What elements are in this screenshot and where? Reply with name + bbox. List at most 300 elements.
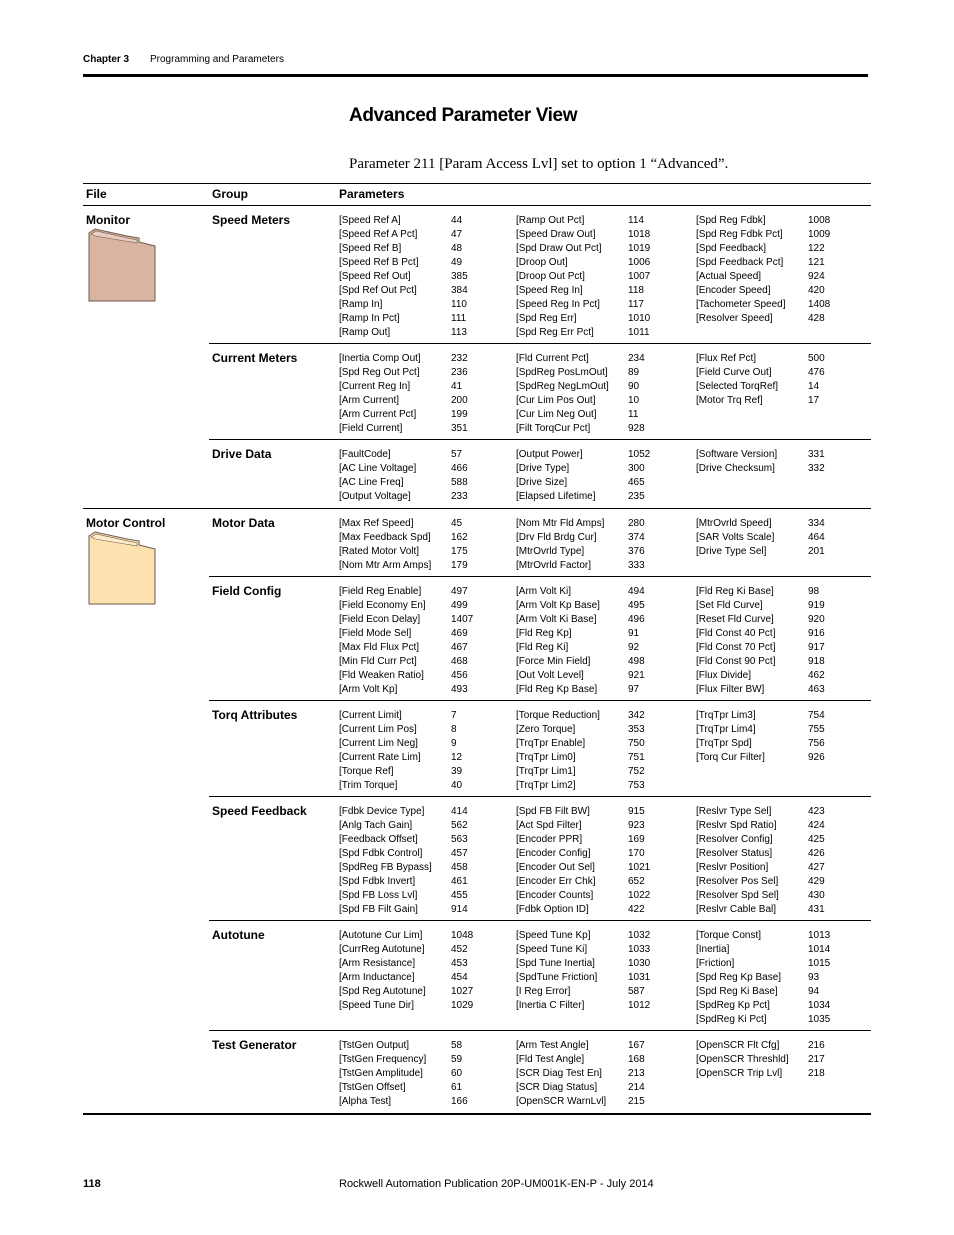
parameter-name: [Fld Reg Kp] — [516, 628, 572, 639]
parameter-name: [Inertia Comp Out] — [339, 353, 421, 364]
parameter-name: [Reset Fld Curve] — [696, 614, 774, 625]
group-separator — [209, 439, 871, 440]
group-name: Speed Meters — [212, 213, 291, 227]
parameter-number: 232 — [451, 353, 468, 364]
parameter-name: [Droop Out] — [516, 257, 568, 268]
parameter-number: 1009 — [808, 229, 831, 240]
parameter-name: [Trim Torque] — [339, 780, 398, 791]
parameter-name: [Speed Ref A] — [339, 215, 401, 226]
parameter-name: [Droop Out Pct] — [516, 271, 585, 282]
parameter-name: [Torq Cur Filter] — [696, 752, 765, 763]
parameter-name: [Spd Feedback Pct] — [696, 257, 784, 268]
parameter-name: [Arm Volt Kp Base] — [516, 600, 600, 611]
parameter-name: [TstGen Amplitude] — [339, 1068, 423, 1079]
parameter-name: [CurrReg Autotune] — [339, 944, 425, 955]
parameter-name: [TstGen Output] — [339, 1040, 410, 1051]
parameter-name: [Spd Reg Kp Base] — [696, 972, 782, 983]
parameter-number: 463 — [808, 684, 825, 695]
parameter-number: 1035 — [808, 1014, 831, 1025]
parameter-name: [MtrOvrld Type] — [516, 546, 585, 557]
parameter-number: 1033 — [628, 944, 651, 955]
parameter-name: [Output Power] — [516, 449, 583, 460]
parameter-name: [OpenSCR Flt Cfg] — [696, 1040, 780, 1051]
parameter-number: 431 — [808, 904, 825, 915]
parameter-number: 1032 — [628, 930, 651, 941]
parameter-name: [Anlg Tach Gain] — [339, 820, 413, 831]
parameter-name: [Spd Fdbk Invert] — [339, 876, 416, 887]
table-row — [83, 206, 871, 344]
parameter-name: [Spd Reg Out Pct] — [339, 367, 420, 378]
parameter-number: 117 — [628, 299, 644, 310]
parameter-number: 48 — [451, 243, 463, 254]
group-column-header: Group — [212, 187, 248, 201]
parameter-number: 1027 — [451, 986, 474, 997]
parameter-name: [Ramp Out Pct] — [516, 215, 585, 226]
group-name: Motor Data — [212, 516, 275, 530]
parameter-number: 47 — [451, 229, 463, 240]
parameter-number: 113 — [451, 327, 467, 338]
parameter-name: [Speed Tune Dir] — [339, 1000, 415, 1011]
parameter-name: [Field Current] — [339, 423, 403, 434]
parameter-name: [Speed Ref A Pct] — [339, 229, 418, 240]
parameter-name: [Current Lim Neg] — [339, 738, 418, 749]
parameter-number: 94 — [808, 986, 820, 997]
parameter-number: 236 — [451, 367, 468, 378]
parameter-number: 233 — [451, 491, 468, 502]
parameter-name: [I Reg Error] — [516, 986, 571, 997]
group-name: Current Meters — [212, 351, 298, 365]
table-row — [83, 797, 871, 921]
parameter-number: 1018 — [628, 229, 651, 240]
parameter-number: 58 — [451, 1040, 463, 1051]
parameter-name: [TrqTpr Lim0] — [516, 752, 576, 763]
parameter-name: [Ramp In Pct] — [339, 313, 400, 324]
parameter-name: [TrqTpr Lim3] — [696, 710, 756, 721]
header-rule — [83, 74, 868, 77]
parameter-number: 926 — [808, 752, 825, 763]
parameter-number: 918 — [808, 656, 825, 667]
parameter-name: [Spd Reg Autotune] — [339, 986, 426, 997]
parameter-name: [Zero Torque] — [516, 724, 576, 735]
parameter-number: 414 — [451, 806, 468, 817]
parameter-number: 331 — [808, 449, 825, 460]
parameter-name: [OpenSCR Trip Lvl] — [696, 1068, 783, 1079]
parameter-name: [Resolver Config] — [696, 834, 773, 845]
parameter-number: 1029 — [451, 1000, 474, 1011]
parameter-number: 98 — [808, 586, 820, 597]
parameter-name: [Inertia] — [696, 944, 730, 955]
parameter-number: 110 — [451, 299, 467, 310]
parameter-name: [Speed Draw Out] — [516, 229, 596, 240]
parameter-name: [Set Fld Curve] — [696, 600, 763, 611]
parameter-number: 464 — [808, 532, 825, 543]
parameter-name: [Spd Reg Ki Base] — [696, 986, 778, 997]
parameter-number: 17 — [808, 395, 820, 406]
parameter-name: [Field Curve Out] — [696, 367, 772, 378]
parameter-name: [TrqTpr Lim2] — [516, 780, 576, 791]
parameter-number: 917 — [808, 642, 825, 653]
page-subtitle: Parameter 211 [Param Access Lvl] set to option 1 “Advanced”. — [349, 156, 729, 172]
parameter-name: [Arm Volt Kp] — [339, 684, 398, 695]
parameter-name: [Elapsed Lifetime] — [516, 491, 596, 502]
table-header — [83, 183, 871, 206]
parameter-number: 1034 — [808, 1000, 831, 1011]
parameter-name: [Field Mode Sel] — [339, 628, 412, 639]
parameter-name: [Current Reg In] — [339, 381, 411, 392]
parameter-number: 924 — [808, 271, 825, 282]
parameter-number: 752 — [628, 766, 645, 777]
parameter-number: 756 — [808, 738, 825, 749]
parameter-number: 59 — [451, 1054, 463, 1065]
parameter-number: 169 — [628, 834, 645, 845]
running-header — [83, 54, 284, 65]
parameter-name: [Current Rate Lim] — [339, 752, 421, 763]
parameter-name: [Speed Reg In] — [516, 285, 583, 296]
parameter-number: 454 — [451, 972, 468, 983]
parameter-name: [Arm Inductance] — [339, 972, 415, 983]
parameter-name: [SpdReg Kp Pct] — [696, 1000, 770, 1011]
parameter-number: 168 — [628, 1054, 645, 1065]
parameter-number: 11 — [628, 409, 639, 420]
parameter-number: 588 — [451, 477, 468, 488]
parameter-number: 1007 — [628, 271, 651, 282]
parameter-number: 916 — [808, 628, 825, 639]
parameter-number: 424 — [808, 820, 825, 831]
parameter-name: [Act Spd Filter] — [516, 820, 582, 831]
parameter-name: [Drive Type] — [516, 463, 570, 474]
parameter-name: [Torque Reduction] — [516, 710, 600, 721]
table-row — [83, 577, 871, 701]
parameter-name: [Reslvr Cable Bal] — [696, 904, 777, 915]
parameter-name: [TrqTpr Enable] — [516, 738, 586, 749]
parameter-number: 235 — [628, 491, 645, 502]
parameter-name: [Spd Feedback] — [696, 243, 767, 254]
parameter-name: [Fdbk Device Type] — [339, 806, 425, 817]
parameter-number: 121 — [808, 257, 825, 268]
table-row — [83, 1031, 871, 1113]
parameter-number: 1052 — [628, 449, 651, 460]
parameter-number: 457 — [451, 848, 468, 859]
parameter-name: [Resolver Spd Sel] — [696, 890, 779, 901]
parameter-number: 218 — [808, 1068, 825, 1079]
parameter-number: 122 — [808, 243, 825, 254]
parameter-number: 9 — [451, 738, 457, 749]
parameter-name: [Drive Checksum] — [696, 463, 775, 474]
parameter-number: 1021 — [628, 862, 651, 873]
parameter-name: [Spd Tune Inertia] — [516, 958, 595, 969]
parameter-number: 494 — [628, 586, 645, 597]
parameter-name: [Feedback Offset] — [339, 834, 418, 845]
parameter-name: [Fld Const 90 Pct] — [696, 656, 776, 667]
parameter-name: [SpdReg NegLmOut] — [516, 381, 609, 392]
parameter-name: [Arm Volt Ki] — [516, 586, 572, 597]
parameter-name: [Flux Filter BW] — [696, 684, 765, 695]
parameter-number: 928 — [628, 423, 645, 434]
parameter-name: [Spd FB Filt Gain] — [339, 904, 418, 915]
group-separator — [209, 920, 871, 921]
parameter-name: [Output Voltage] — [339, 491, 411, 502]
parameter-name: [Current Limit] — [339, 710, 402, 721]
parameter-number: 215 — [628, 1096, 645, 1107]
parameter-name: [Arm Resistance] — [339, 958, 416, 969]
parameter-number: 425 — [808, 834, 825, 845]
parameter-number: 217 — [808, 1054, 825, 1065]
parameter-name: [Actual Speed] — [696, 271, 762, 282]
parameter-number: 280 — [628, 518, 645, 529]
parameter-name: [Encoder Err Chk] — [516, 876, 596, 887]
parameter-number: 167 — [628, 1040, 645, 1051]
parameter-name: [Max Ref Speed] — [339, 518, 414, 529]
parameter-number: 1012 — [628, 1000, 651, 1011]
parameter-name: [Ramp In] — [339, 299, 383, 310]
parameter-name: [Tachometer Speed] — [696, 299, 786, 310]
parameter-name: [SCR Diag Test En] — [516, 1068, 602, 1079]
parameter-number: 1408 — [808, 299, 831, 310]
parameter-name: [Spd Fdbk Control] — [339, 848, 423, 859]
parameter-name: [Software Version] — [696, 449, 778, 460]
parameter-name: [Fld Reg Kp Base] — [516, 684, 598, 695]
parameter-number: 458 — [451, 862, 468, 873]
parameter-number: 1022 — [628, 890, 651, 901]
parameter-number: 427 — [808, 862, 825, 873]
parameter-name: [Speed Ref B Pct] — [339, 257, 419, 268]
table-body — [83, 206, 871, 1113]
parameter-name: [Fld Const 40 Pct] — [696, 628, 776, 639]
parameter-number: 753 — [628, 780, 645, 791]
parameter-number: 420 — [808, 285, 825, 296]
parameter-number: 213 — [628, 1068, 645, 1079]
group-separator — [209, 343, 871, 344]
parameter-name: [AC Line Freq] — [339, 477, 404, 488]
parameters-column-header: Parameters — [339, 187, 405, 201]
parameter-name: [Arm Current Pct] — [339, 409, 417, 420]
parameter-number: 170 — [628, 848, 645, 859]
parameter-name: [Drv Fld Brdg Cur] — [516, 532, 597, 543]
parameter-number: 426 — [808, 848, 825, 859]
parameter-number: 111 — [451, 313, 467, 324]
group-name: Test Generator — [212, 1038, 297, 1052]
folder-icon — [87, 228, 157, 302]
parameter-table — [83, 183, 871, 1115]
parameter-name: [Speed Ref Out] — [339, 271, 411, 282]
parameter-name: [Filt TorqCur Pct] — [516, 423, 591, 434]
parameter-number: 14 — [808, 381, 820, 392]
parameter-name: [Rated Motor Volt] — [339, 546, 420, 557]
parameter-number: 493 — [451, 684, 468, 695]
parameter-number: 1008 — [808, 215, 831, 226]
parameter-number: 216 — [808, 1040, 825, 1051]
parameter-number: 754 — [808, 710, 825, 721]
parameter-number: 201 — [808, 546, 825, 557]
parameter-number: 92 — [628, 642, 640, 653]
parameter-number: 385 — [451, 271, 468, 282]
parameter-number: 496 — [628, 614, 645, 625]
parameter-number: 430 — [808, 890, 825, 901]
table-row — [83, 508, 871, 577]
parameter-name: [Resolver Status] — [696, 848, 773, 859]
parameter-number: 353 — [628, 724, 645, 735]
parameter-number: 562 — [451, 820, 468, 831]
parameter-name: [AC Line Voltage] — [339, 463, 417, 474]
parameter-number: 1048 — [451, 930, 474, 941]
parameter-number: 214 — [628, 1082, 645, 1093]
parameter-name: [Encoder Speed] — [696, 285, 771, 296]
parameter-name: [Field Reg Enable] — [339, 586, 422, 597]
parameter-name: [Arm Volt Ki Base] — [516, 614, 597, 625]
parameter-name: [SpdReg FB Bypass] — [339, 862, 432, 873]
parameter-name: [Autotune Cur Lim] — [339, 930, 423, 941]
parameter-name: [Alpha Test] — [339, 1096, 392, 1107]
file-name: Monitor — [86, 213, 130, 227]
parameter-name: [TrqTpr Spd] — [696, 738, 752, 749]
section-label: Programming and Parameters — [150, 54, 284, 65]
parameter-number: 920 — [808, 614, 825, 625]
parameter-name: [Speed Reg In Pct] — [516, 299, 600, 310]
parameter-name: [Reslvr Position] — [696, 862, 769, 873]
parameter-number: 466 — [451, 463, 468, 474]
parameter-number: 921 — [628, 670, 645, 681]
group-name: Field Config — [212, 584, 282, 598]
parameter-number: 166 — [451, 1096, 468, 1107]
parameter-number: 500 — [808, 353, 825, 364]
parameter-number: 465 — [628, 477, 645, 488]
parameter-number: 1019 — [628, 243, 651, 254]
parameter-number: 1407 — [451, 614, 474, 625]
parameter-name: [SCR Diag Status] — [516, 1082, 598, 1093]
file-name: Motor Control — [86, 516, 166, 530]
parameter-number: 652 — [628, 876, 645, 887]
parameter-name: [TstGen Frequency] — [339, 1054, 427, 1065]
parameter-name: [Field Econ Delay] — [339, 614, 421, 625]
publication-footer: Rockwell Automation Publication 20P-UM001K-EN-P - July 2014 — [339, 1178, 654, 1190]
parameter-number: 8 — [451, 724, 457, 735]
parameter-number: 462 — [808, 670, 825, 681]
parameter-name: [Encoder Config] — [516, 848, 591, 859]
parameter-name: [Reslvr Type Sel] — [696, 806, 772, 817]
parameter-number: 1006 — [628, 257, 651, 268]
parameter-name: [Spd Reg Fdbk] — [696, 215, 766, 226]
table-row — [83, 701, 871, 797]
group-separator — [209, 700, 871, 701]
parameter-number: 1015 — [808, 958, 831, 969]
parameter-name: [Current Lim Pos] — [339, 724, 417, 735]
parameter-name: [SpdTune Friction] — [516, 972, 598, 983]
parameter-name: [SAR Volts Scale] — [696, 532, 775, 543]
parameter-number: 1011 — [628, 327, 650, 338]
parameter-name: [Nom Mtr Arm Amps] — [339, 560, 432, 571]
parameter-name: [Fld Weaken Ratio] — [339, 670, 424, 681]
parameter-name: [Out Volt Level] — [516, 670, 584, 681]
group-name: Torq Attributes — [212, 708, 298, 722]
parameter-number: 469 — [451, 628, 468, 639]
parameter-name: [Arm Current] — [339, 395, 400, 406]
group-name: Autotune — [212, 928, 265, 942]
parameter-name: [Spd Draw Out Pct] — [516, 243, 602, 254]
parameter-name: [MtrOvrld Factor] — [516, 560, 592, 571]
parameter-name: [Field Economy En] — [339, 600, 426, 611]
parameter-number: 200 — [451, 395, 468, 406]
parameter-name: [Resolver Pos Sel] — [696, 876, 779, 887]
parameter-number: 750 — [628, 738, 645, 749]
parameter-number: 44 — [451, 215, 463, 226]
parameter-number: 49 — [451, 257, 463, 268]
parameter-name: [Torque Const] — [696, 930, 762, 941]
table-row — [83, 440, 871, 508]
parameter-number: 199 — [451, 409, 468, 420]
parameter-name: [Resolver Speed] — [696, 313, 773, 324]
parameter-number: 429 — [808, 876, 825, 887]
parameter-number: 1014 — [808, 944, 831, 955]
parameter-name: [SpdReg Ki Pct] — [696, 1014, 767, 1025]
parameter-name: [Fld Const 70 Pct] — [696, 642, 776, 653]
parameter-number: 89 — [628, 367, 640, 378]
parameter-number: 7 — [451, 710, 457, 721]
parameter-number: 468 — [451, 656, 468, 667]
parameter-name: [TrqTpr Lim1] — [516, 766, 576, 777]
parameter-number: 453 — [451, 958, 468, 969]
parameter-number: 456 — [451, 670, 468, 681]
parameter-number: 41 — [451, 381, 463, 392]
parameter-number: 455 — [451, 890, 468, 901]
parameter-number: 12 — [451, 752, 463, 763]
parameter-number: 300 — [628, 463, 645, 474]
parameter-name: [Spd Reg Err] — [516, 313, 577, 324]
parameter-number: 1013 — [808, 930, 831, 941]
parameter-name: [Speed Ref B] — [339, 243, 402, 254]
table-bottom-rule — [83, 1113, 871, 1115]
parameter-name: [OpenSCR Threshld] — [696, 1054, 789, 1065]
parameter-number: 39 — [451, 766, 463, 777]
parameter-name: [Force Min Field] — [516, 656, 591, 667]
group-name: Speed Feedback — [212, 804, 307, 818]
parameter-number: 351 — [451, 423, 468, 434]
parameter-number: 755 — [808, 724, 825, 735]
parameter-number: 333 — [628, 560, 645, 571]
parameter-number: 10 — [628, 395, 640, 406]
parameter-number: 495 — [628, 600, 645, 611]
parameter-name: [Spd FB Filt BW] — [516, 806, 590, 817]
group-separator — [209, 796, 871, 797]
parameter-number: 422 — [628, 904, 645, 915]
parameter-number: 476 — [808, 367, 825, 378]
parameter-number: 114 — [628, 215, 644, 226]
parameter-number: 57 — [451, 449, 463, 460]
parameter-name: [Nom Mtr Fld Amps] — [516, 518, 605, 529]
parameter-number: 342 — [628, 710, 645, 721]
parameter-number: 1010 — [628, 313, 651, 324]
parameter-name: [SpdReg PosLmOut] — [516, 367, 608, 378]
parameter-name: [TrqTpr Lim4] — [696, 724, 756, 735]
group-separator — [209, 1030, 871, 1031]
parameter-name: [MtrOvrld Speed] — [696, 518, 772, 529]
parameter-name: [Spd Reg Fdbk Pct] — [696, 229, 783, 240]
parameter-name: [Reslvr Spd Ratio] — [696, 820, 777, 831]
parameter-number: 919 — [808, 600, 825, 611]
parameter-number: 91 — [628, 628, 640, 639]
parameter-name: [TstGen Offset] — [339, 1082, 406, 1093]
parameter-name: [Drive Type Sel] — [696, 546, 767, 557]
parameter-name: [Fld Reg Ki] — [516, 642, 569, 653]
parameter-number: 384 — [451, 285, 468, 296]
parameter-name: [Fdbk Option ID] — [516, 904, 589, 915]
parameter-number: 374 — [628, 532, 645, 543]
parameter-name: [Inertia C Filter] — [516, 1000, 585, 1011]
parameter-name: [Encoder Out Sel] — [516, 862, 595, 873]
table-row — [83, 344, 871, 440]
parameter-name: [OpenSCR WarnLvl] — [516, 1096, 607, 1107]
parameter-number: 467 — [451, 642, 468, 653]
parameter-name: [Torque Ref] — [339, 766, 394, 777]
